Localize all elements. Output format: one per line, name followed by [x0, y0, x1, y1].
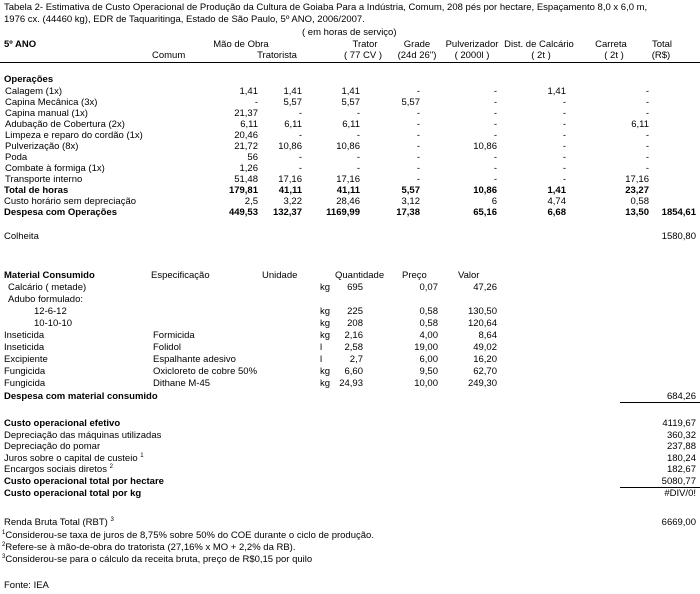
material-qty-header: Quantidade	[335, 270, 385, 281]
despesa-operacoes-value: 6,68	[547, 207, 566, 218]
material-qty: 2,16	[344, 330, 363, 341]
despesa-operacoes-value: 17,38	[396, 207, 420, 218]
material-qty: 6,60	[344, 366, 363, 377]
material-value: 47,26	[473, 282, 497, 293]
comum-label: Comum	[152, 50, 186, 61]
summary-label-text: Custo operacional total por hectare	[4, 476, 164, 487]
summary-label-text: Juros sobre o capital de custeio	[4, 452, 138, 464]
renda-value: 6669,00	[661, 517, 696, 528]
material-qty: 695	[347, 282, 363, 293]
summary-value: #DIV/0!	[664, 487, 696, 499]
operation-value: -	[562, 130, 566, 141]
footnote-mark: 1	[2, 530, 6, 536]
despesa-operacoes-value: 1854,61	[661, 207, 696, 218]
custo-horario-value: 2,5	[244, 196, 258, 207]
material-spec-header: Especificação	[151, 270, 210, 281]
material-price: 9,50	[419, 366, 438, 377]
material-unit: kg	[320, 378, 331, 389]
summary-label	[4, 430, 161, 441]
operation-value: -	[645, 108, 649, 119]
material-qty: 2,58	[344, 342, 363, 353]
operation-label: Transporte interno	[5, 174, 83, 185]
material-price: 10,00	[414, 378, 438, 389]
operation-value: -	[416, 130, 420, 141]
operation-value: 21,72	[234, 141, 258, 152]
summary-label-text: Encargos sociais diretos	[4, 464, 107, 476]
operation-value: -	[562, 152, 566, 163]
total-horas-value: 179,81	[228, 185, 258, 196]
material-unit: l	[320, 354, 323, 365]
footnote-text: Considerou-se para o cálculo da receita bruta, preço de R$0,15 por quilo	[5, 554, 313, 565]
despesa-material-value: 684,26	[666, 391, 696, 402]
col-total-2: (R$)	[651, 50, 671, 61]
operation-value: -	[645, 130, 649, 141]
operation-value: 6,11	[240, 119, 258, 130]
footnote-mark: 3	[2, 554, 6, 560]
col-pulv-1: Pulverizador	[445, 39, 499, 50]
footnote	[2, 530, 374, 541]
summary-label-text: Custo operacional total por kg	[4, 487, 142, 499]
operation-value: 56	[247, 152, 258, 163]
operation-value: -	[562, 163, 566, 174]
operation-value: -	[562, 174, 566, 185]
operation-value: -	[493, 130, 497, 141]
summary-label	[4, 464, 113, 475]
material-name: Inseticida	[4, 330, 45, 341]
col-dist-1: Dist. de Calcário	[504, 39, 574, 50]
summary-label-text: Depreciação das máquinas utilizadas	[4, 429, 162, 441]
operation-value: -	[645, 163, 649, 174]
operation-label: Capina manual (1x)	[5, 108, 88, 119]
operation-value: 1,26	[239, 163, 258, 174]
summary-value: 5080,77	[661, 476, 696, 487]
footnote-mark: 1	[140, 452, 144, 459]
operation-label: Combate à formiga (1x)	[5, 163, 105, 174]
material-qty: 208	[347, 318, 363, 329]
operation-value: -	[493, 108, 497, 119]
material-value: 49,02	[473, 342, 497, 353]
operation-value: 21,37	[234, 108, 258, 119]
col-mao-obra-1: Mão de Obra	[213, 39, 269, 50]
footnote-mark: 2	[109, 464, 113, 471]
operation-value: 5,57	[401, 97, 420, 108]
operation-value: -	[645, 152, 649, 163]
material-value: 62,70	[473, 366, 497, 377]
summary-value: 237,88	[666, 441, 696, 453]
operation-value: -	[416, 141, 420, 152]
operation-label: Limpeza e reparo do cordão (1x)	[5, 130, 143, 141]
operation-value: -	[493, 174, 497, 185]
operation-value: 6,11	[631, 119, 649, 130]
operation-value: 1,41	[283, 86, 302, 97]
custo-horario-value: 3,12	[401, 196, 420, 207]
material-value: 120,64	[467, 318, 497, 329]
summary-label-text: Custo operacional efetivo	[4, 418, 121, 429]
material-spec: Oxicloreto de cobre 50%	[153, 366, 258, 377]
operation-value: -	[356, 152, 360, 163]
footnote-text: Refere-se à mão-de-obra do tratorista (27,16% x MO + 2,2% da RB).	[5, 542, 296, 553]
operation-value: -	[416, 163, 420, 174]
operation-value: -	[298, 152, 302, 163]
renda-label	[4, 517, 114, 528]
despesa-operacoes-label: Despesa com Operações	[4, 207, 118, 218]
operation-value: 10,86	[336, 141, 360, 152]
summary-label	[4, 488, 141, 499]
operation-value: 17,16	[278, 174, 302, 185]
material-name: Excipiente	[4, 354, 48, 365]
total-horas-value: 5,57	[401, 185, 420, 196]
material-unit: kg	[320, 306, 331, 317]
col-trator-1: Trator	[352, 39, 378, 50]
operation-value: -	[562, 119, 566, 130]
operation-label: Adubação de Cobertura (2x)	[5, 119, 125, 130]
total-horas-value: 10,86	[473, 185, 497, 196]
material-price: 6,00	[419, 354, 438, 365]
material-label: Material Consumido	[4, 270, 95, 281]
material-qty: 2,7	[349, 354, 363, 365]
operation-value: 1,41	[341, 86, 360, 97]
operation-value: -	[645, 86, 649, 97]
operation-label: Calagem (1x)	[5, 86, 63, 97]
footnote	[2, 542, 296, 553]
material-unit: kg	[320, 330, 331, 341]
total-horas-value: 1,41	[547, 185, 566, 196]
table-title-line1: Tabela 2- Estimativa de Custo Operacional de Produção da Cultura de Goiaba Para a Indústria, Comum, 208 pés por hectare, Espaçamento 8,0 x 6,0 m,	[4, 2, 648, 13]
material-price: 0,58	[419, 318, 438, 329]
material-value: 8,64	[478, 330, 497, 341]
col-trator-2: ( 77 CV )	[343, 50, 382, 61]
despesa-operacoes-value: 65,16	[473, 207, 497, 218]
summary-label	[4, 453, 144, 464]
material-price: 0,07	[419, 282, 438, 293]
material-name: Inseticida	[4, 342, 45, 353]
operation-value: 17,16	[625, 174, 649, 185]
material-price: 0,58	[419, 306, 438, 317]
year-label: 5º ANO	[4, 39, 37, 50]
summary-label	[4, 441, 100, 452]
operation-value: -	[416, 119, 420, 130]
colheita-label: Colheita	[4, 231, 39, 242]
material-price-header: Preço	[402, 270, 427, 281]
operation-value: 5,57	[283, 97, 302, 108]
material-price: 4,00	[419, 330, 438, 341]
summary-value: 360,32	[666, 429, 696, 441]
summary-value: 4119,67	[662, 418, 696, 429]
table-title-line2: 1976 cx. (44460 kg), EDR de Taquaritinga, Estado de São Paulo, 5º ANO, 2006/2007.	[4, 14, 365, 25]
material-name: Fungicida	[4, 366, 46, 377]
material-total-underline	[620, 402, 700, 403]
operation-label: Capina Mecânica (3x)	[5, 97, 98, 108]
material-value: 130,50	[467, 306, 497, 317]
operation-value: -	[645, 97, 649, 108]
material-name: Adubo formulado:	[8, 294, 83, 305]
material-unit: kg	[320, 366, 331, 377]
material-name: 12-6-12	[34, 306, 67, 317]
operation-value: -	[254, 97, 258, 108]
operation-label: Poda	[5, 152, 28, 163]
custo-horario-value: 0,58	[630, 196, 649, 207]
summary-label	[4, 476, 164, 487]
custo-horario-value: 28,46	[336, 196, 360, 207]
operation-value: -	[298, 163, 302, 174]
operation-value: -	[298, 130, 302, 141]
footnote-mark: 3	[110, 517, 114, 523]
material-unit: l	[320, 342, 323, 353]
footnote	[2, 554, 312, 565]
operation-value: -	[493, 119, 497, 130]
operation-value: -	[562, 141, 566, 152]
material-price: 19,00	[414, 342, 438, 353]
material-spec: Dithane M-45	[153, 378, 211, 389]
operation-value: -	[493, 86, 497, 97]
material-value: 249,30	[467, 378, 497, 389]
operation-value: -	[416, 174, 420, 185]
material-spec: Folidol	[153, 342, 181, 353]
operation-value: 5,57	[341, 97, 360, 108]
material-spec: Espalhante adesivo	[153, 354, 236, 365]
despesa-operacoes-value: 13,50	[625, 207, 649, 218]
col-pulv-2: ( 2000l )	[454, 50, 490, 61]
summary-label-text: Depreciação do pomar	[4, 441, 101, 453]
operation-value: 10,86	[278, 141, 302, 152]
despesa-operacoes-value: 449,53	[228, 207, 258, 218]
footnote-mark: 2	[2, 542, 6, 548]
operation-value: 17,16	[336, 174, 360, 185]
material-name: Calcário ( metade)	[8, 282, 87, 293]
operation-value: -	[356, 163, 360, 174]
material-qty: 225	[347, 306, 363, 317]
total-horas-value: 41,11	[278, 185, 302, 196]
custo-horario-label: Custo horário sem depreciação	[4, 196, 137, 207]
material-unit: kg	[320, 318, 331, 329]
material-qty: 24,93	[339, 378, 363, 389]
operation-value: -	[645, 141, 649, 152]
material-name: 10-10-10	[34, 318, 73, 329]
material-unit-header: Unidade	[262, 270, 298, 281]
despesa-operacoes-value: 1169,99	[326, 207, 360, 218]
col-grade-1: Grade	[403, 39, 431, 50]
operacoes-label: Operações	[4, 74, 54, 85]
operation-value: 6,11	[284, 119, 302, 130]
col-total-1: Total	[651, 39, 673, 50]
total-horas-label: Total de horas	[4, 185, 69, 196]
operation-value: -	[298, 108, 302, 119]
operation-value: -	[416, 86, 420, 97]
operation-value: 6,11	[342, 119, 360, 130]
operation-value: 51,48	[234, 174, 258, 185]
col-mao-obra-2: Tratorista	[257, 50, 297, 61]
operation-value: 20,46	[234, 130, 258, 141]
summary-value: 180,24	[666, 452, 696, 464]
hours-note: ( em horas de serviço)	[302, 27, 397, 38]
summary-value: 182,67	[666, 464, 696, 476]
total-horas-value: 41,11	[336, 185, 360, 196]
operation-label: Pulverização (8x)	[5, 141, 79, 152]
operation-value: -	[562, 97, 566, 108]
footnote-text: Considerou-se taxa de juros de 8,75% sobre 50% do COE durante o ciclo de produção.	[5, 530, 374, 541]
source-note: Fonte: IEA	[4, 580, 49, 591]
custo-horario-value: 4,74	[547, 196, 566, 207]
col-grade-2: (24d 26")	[397, 50, 437, 61]
custo-horario-value: 3,22	[283, 196, 302, 207]
operation-value: 10,86	[473, 141, 497, 152]
despesa-operacoes-value: 132,37	[272, 207, 302, 218]
operation-value: -	[356, 130, 360, 141]
material-name: Fungicida	[4, 378, 46, 389]
col-carreta-1: Carreta	[595, 39, 627, 50]
colheita-value: 1580,80	[661, 231, 696, 242]
operation-value: -	[416, 108, 420, 119]
renda-label-text: Renda Bruta Total (RBT)	[4, 517, 108, 528]
operation-value: 1,41	[239, 86, 258, 97]
header-divider	[0, 62, 700, 63]
col-carreta-2: ( 2t )	[604, 50, 624, 61]
operation-value: -	[416, 152, 420, 163]
material-value: 16,20	[473, 354, 497, 365]
summary-underline	[620, 487, 700, 488]
total-horas-value: 23,27	[625, 185, 649, 196]
operation-value: -	[356, 108, 360, 119]
custo-horario-value: 6	[491, 196, 497, 207]
material-unit: kg	[320, 282, 331, 293]
operation-value: -	[493, 97, 497, 108]
material-spec: Formicida	[153, 330, 195, 341]
operation-value: -	[562, 108, 566, 119]
col-dist-2: ( 2t )	[531, 50, 551, 61]
operation-value: -	[493, 152, 497, 163]
material-value-header: Valor	[458, 270, 480, 281]
summary-label	[4, 418, 120, 429]
operation-value: 1,41	[547, 86, 566, 97]
operation-value: -	[493, 163, 497, 174]
despesa-material-label: Despesa com material consumido	[4, 391, 158, 402]
